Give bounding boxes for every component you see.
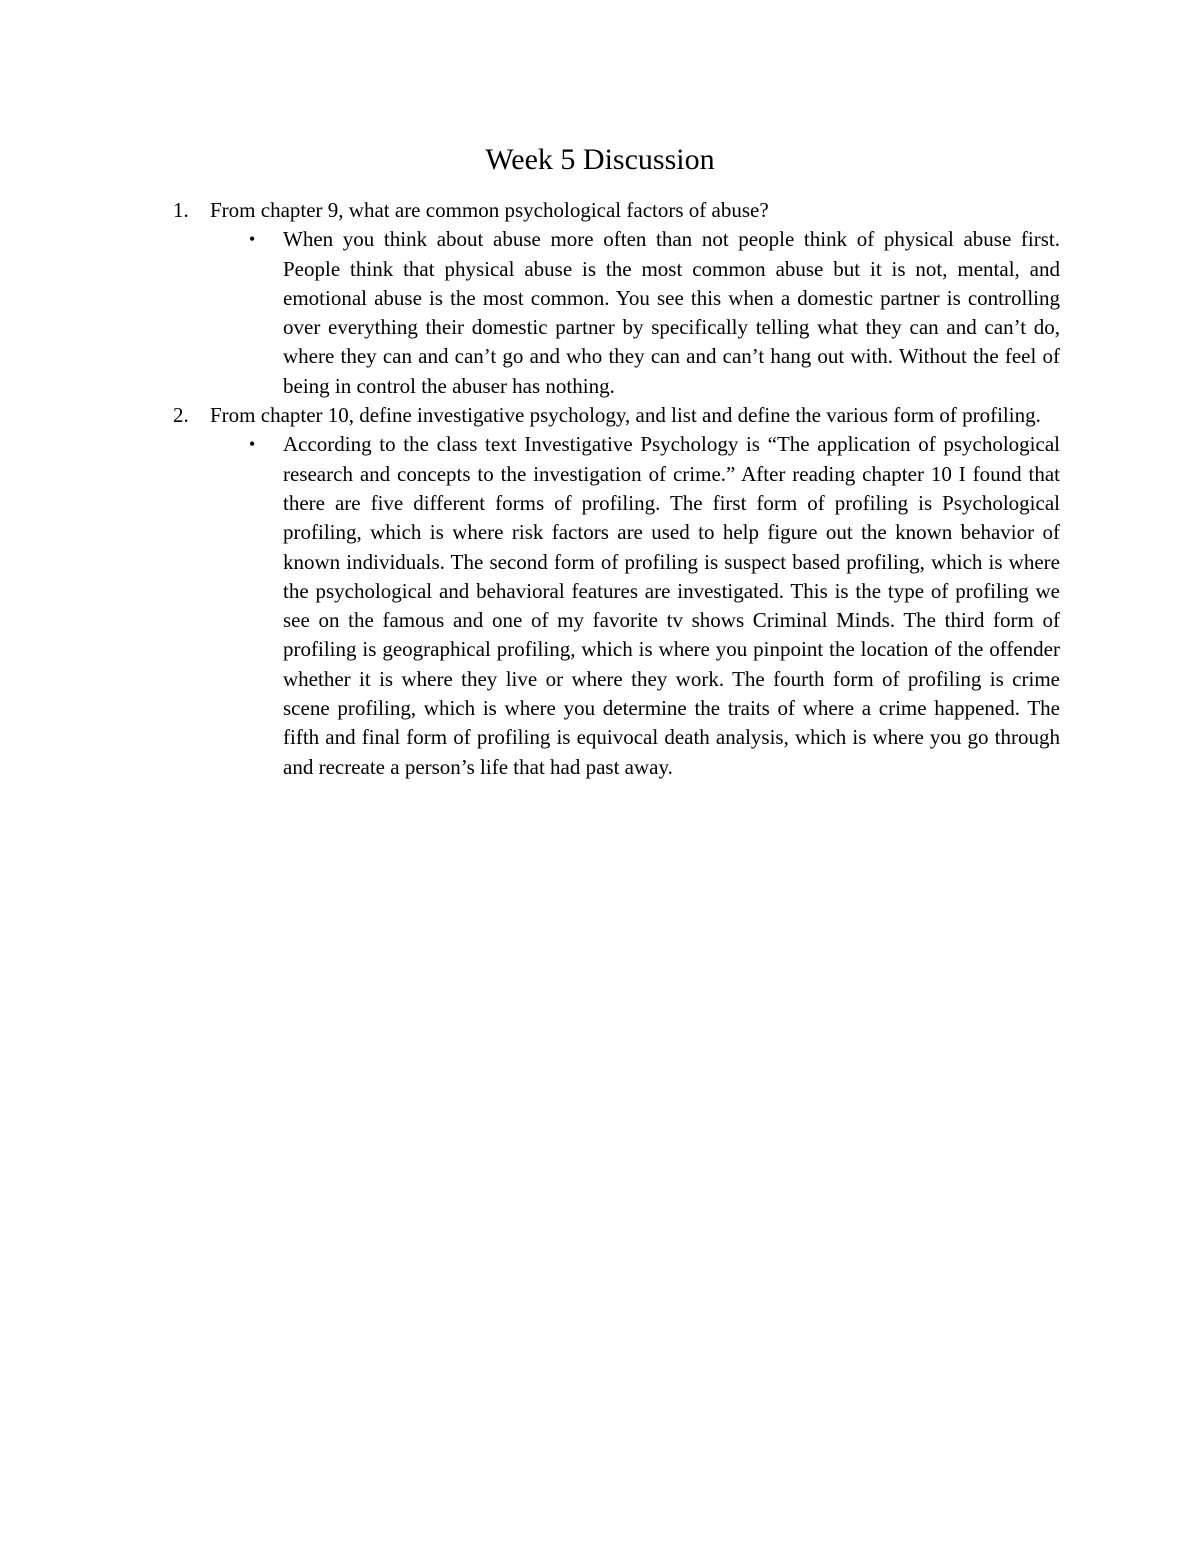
document-title: Week 5 Discussion (485, 143, 715, 176)
question-list (173, 196, 1060, 782)
question-item (173, 196, 1060, 401)
bullet-icon: • (249, 434, 256, 455)
answer-list (210, 225, 1060, 401)
answer-text: According to the class text Investigative Psychology is “The application of psychological research and concepts to the investigation of crime.” After reading chapter 10 I found that there are five different forms of profiling. The first form of profiling is Psychological profiling, which is where risk factors are used to help figure out the known behavior of known individuals. The second form of profiling is suspect based profiling, which is where the psychological and behavioral features are investigated. This is the type of profiling we see on the famous and one of my favorite tv shows Criminal Minds. The third form of profiling is geographical profiling, which is where you pinpoint the location of the offender whether it is where they live or where they work. The fourth form of profiling is crime scene profiling, which is where you determine the traits of where a crime happened. The fifth and final form of profiling is equivocal death analysis, which is where you go through and recreate a person’s life that had past away. (283, 432, 1060, 779)
question-text: From chapter 9, what are common psychological factors of abuse? (210, 198, 769, 222)
question-number: 2. (173, 403, 189, 428)
bullet-icon: • (249, 229, 256, 250)
answer-item (249, 225, 1060, 401)
question-item (173, 401, 1060, 782)
answer-item (249, 430, 1060, 782)
answer-list (210, 430, 1060, 782)
answer-text: When you think about abuse more often than not people think of physical abuse first. People think that physical abuse is the most common abuse but it is not, mental, and emotional abuse is the most common. You see this when a domestic partner is controlling over everything their domestic partner by specifically telling what they can and can’t do, where they can and can’t go and who they can and can’t hang out with. Without the feel of being in control the abuser has nothing. (283, 227, 1060, 398)
question-number: 1. (173, 198, 189, 222)
question-text: From chapter 10, define investigative psychology, and list and define the various form of profiling. (210, 403, 1041, 428)
